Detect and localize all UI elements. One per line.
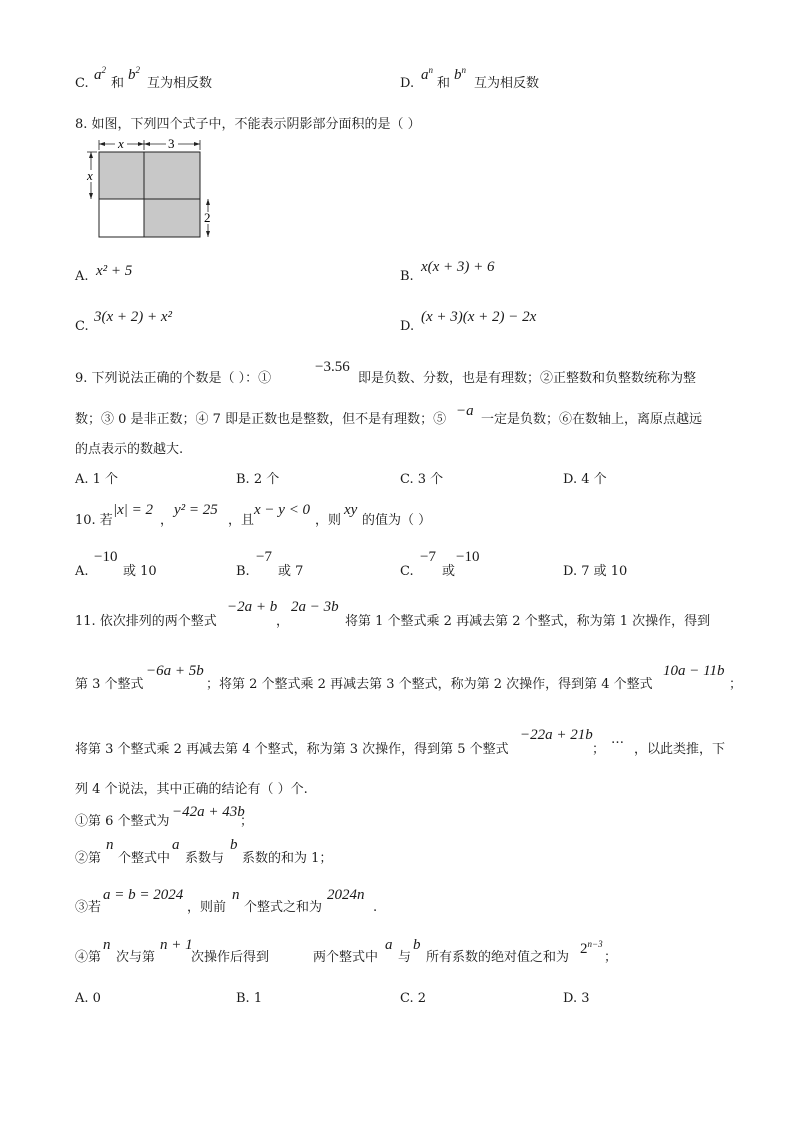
- q8-option-d-expr: (x + 3)(x + 2) − 2x: [421, 309, 537, 325]
- q11-s3-e2: n: [232, 887, 240, 903]
- q10-expr-ineq: x − y < 0: [254, 502, 311, 518]
- q8-option-c-label: C.: [75, 319, 89, 334]
- q11-l3-post: ，以此类推，下: [634, 742, 726, 757]
- q10-expr-abs: |x| = 2: [113, 502, 154, 518]
- q9-line2-post: 一定是负数；⑥在数轴上，离原点越远: [481, 412, 703, 427]
- q11-l3-pre: 将第 3 个整式乘 2 再减去第 4 个整式，称为第 3 次操作，得到第 5 个整式: [75, 742, 509, 757]
- q8-fig-x-top: x: [118, 138, 124, 151]
- q10-sep3: ，则: [315, 513, 342, 528]
- q9-option-a: A. 1 个: [75, 472, 119, 487]
- q11-l1-e1: −2a + b: [227, 599, 278, 615]
- q11-s1-post: ；: [240, 814, 254, 829]
- q11-s2-e3: b: [230, 837, 238, 853]
- q8-option-b-expr: x(x + 3) + 6: [421, 259, 495, 275]
- q8-blank: [99, 199, 144, 237]
- q11-s3-pre: ③若: [75, 900, 102, 915]
- q8-fig-x-left: x: [87, 168, 93, 183]
- q8-shade-right: [144, 152, 200, 199]
- q11-s2-post: 系数的和为 1；: [242, 851, 333, 866]
- q10-sep2: ，且: [228, 513, 255, 528]
- q11-l3-mid: ；: [592, 742, 606, 757]
- q9-line2-expr: −a: [456, 403, 474, 419]
- q11-l2-end: ；: [729, 677, 743, 692]
- q10-option-c-expr1: −7: [420, 549, 436, 565]
- q11-s4-e4: b: [413, 937, 421, 953]
- q11-s4-e1: n: [103, 937, 111, 953]
- q9-line1-pre: 9. 下列说法正确的个数是（ ）：①: [75, 371, 272, 386]
- q8-fig-3-top: 3: [168, 138, 175, 151]
- q11-s3-mid2: 个整式之和为: [244, 900, 323, 915]
- q10-option-d: D. 7 或 10: [563, 564, 628, 579]
- q10-option-c-mid: 或: [442, 564, 456, 579]
- q11-s4-mid3: 两个整式中: [313, 950, 379, 965]
- q11-option-d: D. 3: [563, 991, 590, 1006]
- q11-l4: 列 4 个说法，其中正确的结论有（ ）个.: [75, 782, 308, 797]
- q7-option-c-and: 和: [111, 76, 125, 91]
- q11-s4-post: ；: [604, 950, 618, 965]
- q8-option-a-expr: x² + 5: [96, 263, 133, 279]
- q11-s2-e1: n: [106, 837, 114, 853]
- q11-s2-mid2: 系数与: [185, 851, 225, 866]
- q8-option-c-expr: 3(x + 2) + x²: [94, 309, 173, 325]
- q11-s2-pre: ②第: [75, 851, 102, 866]
- q10-expr-xy: xy: [344, 502, 358, 518]
- q10-option-b-label: B.: [236, 564, 250, 579]
- q10-option-b-expr: −7: [256, 549, 272, 565]
- q10-expr-y2: y² = 25: [174, 502, 218, 518]
- q10-sep1: ，: [160, 513, 174, 528]
- q7-option-d-an: $a^n$: [421, 65, 433, 83]
- q11-l1-pre: 11. 依次排列的两个整式: [75, 614, 217, 629]
- q11-s4-pre: ④第: [75, 950, 102, 965]
- q11-s4-base: 2: [580, 941, 588, 957]
- q11-s2-e2: a: [172, 837, 180, 853]
- q7-option-c-label: C.: [75, 76, 89, 91]
- q11-l2-pre: 第 3 个整式: [75, 677, 144, 692]
- q7-option-d-text: 互为相反数: [474, 76, 540, 91]
- q11-l3-e1: −22a + 21b: [520, 727, 593, 743]
- q11-s3-post: .: [373, 900, 378, 915]
- q11-option-c: C. 2: [400, 991, 427, 1006]
- q11-s3-e3: 2024n: [327, 887, 365, 903]
- q10-option-a-post: 或 10: [123, 564, 157, 579]
- q10-pre: 10. 若: [75, 513, 113, 528]
- q11-l1-post: 将第 1 个整式乘 2 再减去第 2 个整式，称为第 1 次操作，得到: [345, 614, 711, 629]
- q7-option-d-and: 和: [437, 76, 451, 91]
- q11-s4-e2: n + 1: [160, 937, 193, 953]
- q11-l1-sep: ，: [276, 614, 290, 629]
- q9-option-b: B. 2 个: [236, 472, 280, 487]
- q9-line3: 的点表示的数越大.: [75, 442, 184, 457]
- q11-l3-dots: …: [611, 732, 624, 747]
- q10-option-c-label: C.: [400, 564, 414, 579]
- q8-option-d-label: D.: [400, 319, 415, 334]
- q10-option-b-post: 或 7: [278, 564, 304, 579]
- q10-option-c-expr2: −10: [456, 549, 480, 565]
- q11-s4-mid1: 次与第: [116, 950, 156, 965]
- q7-option-c-b2: $b^2$: [128, 65, 140, 83]
- q8-figure: [80, 138, 220, 244]
- q11-s4-mid2: 次操作后得到: [191, 950, 270, 965]
- q11-s4-exponent: n−3: [587, 939, 603, 949]
- q8-stem: 8. 如图，下列四个式子中，不能表示阴影部分面积的是（ ）: [75, 117, 421, 132]
- q8-option-a-label: A.: [75, 269, 89, 284]
- q11-s4-power: [580, 940, 603, 957]
- q11-s3-e1: a = b = 2024: [103, 887, 184, 903]
- q8-shade-bottom: [144, 199, 200, 237]
- q11-l2-mid: ；将第 2 个整式乘 2 再减去第 3 个整式，称为第 2 次操作，得到第 4 个整式: [206, 677, 653, 692]
- q9-option-c: C. 3 个: [400, 472, 444, 487]
- q8-fig-2-right: 2: [204, 210, 211, 225]
- q11-s3-mid: ，则前: [187, 900, 227, 915]
- q9-line2-pre: 数；③ 0 是非正数；④ 7 即是正数也是整数，但不是有理数；⑤: [75, 412, 447, 427]
- q11-s4-e3: a: [385, 937, 393, 953]
- q11-s2-mid1: 个整式中: [118, 851, 171, 866]
- q11-s1-pre: ①第 6 个整式为: [75, 814, 170, 829]
- q11-option-b: B. 1: [236, 991, 263, 1006]
- q11-s1-e: −42a + 43b: [172, 804, 245, 820]
- q10-option-a-expr: −10: [94, 549, 118, 565]
- q11-option-a: A. 0: [75, 991, 101, 1006]
- q8-option-b-label: B.: [400, 269, 414, 284]
- q9-line1-post: 即是负数、分数，也是有理数；②正整数和负整数统称为整: [358, 371, 697, 386]
- q11-l2-e2: 10a − 11b: [663, 663, 725, 679]
- q11-s4-mid4: 与: [398, 950, 412, 965]
- q10-option-a-label: A.: [75, 564, 89, 579]
- q9-option-d: D. 4 个: [563, 472, 607, 487]
- q7-option-d-bn: $b^n$: [454, 65, 466, 83]
- q7-option-d-label: D.: [400, 76, 415, 91]
- q7-option-c-a2: $a^2$: [94, 65, 106, 83]
- q7-option-c-text: 互为相反数: [147, 76, 213, 91]
- q10-post: 的值为（ ）: [362, 513, 432, 528]
- q11-l2-e1: −6a + 5b: [146, 663, 204, 679]
- q11-s4-mid5: 所有系数的绝对值之和为: [426, 950, 570, 965]
- q8-shade-left: [99, 152, 144, 199]
- q11-l1-e2: 2a − 3b: [291, 599, 339, 615]
- q9-line1-expr: −3.56: [315, 359, 350, 375]
